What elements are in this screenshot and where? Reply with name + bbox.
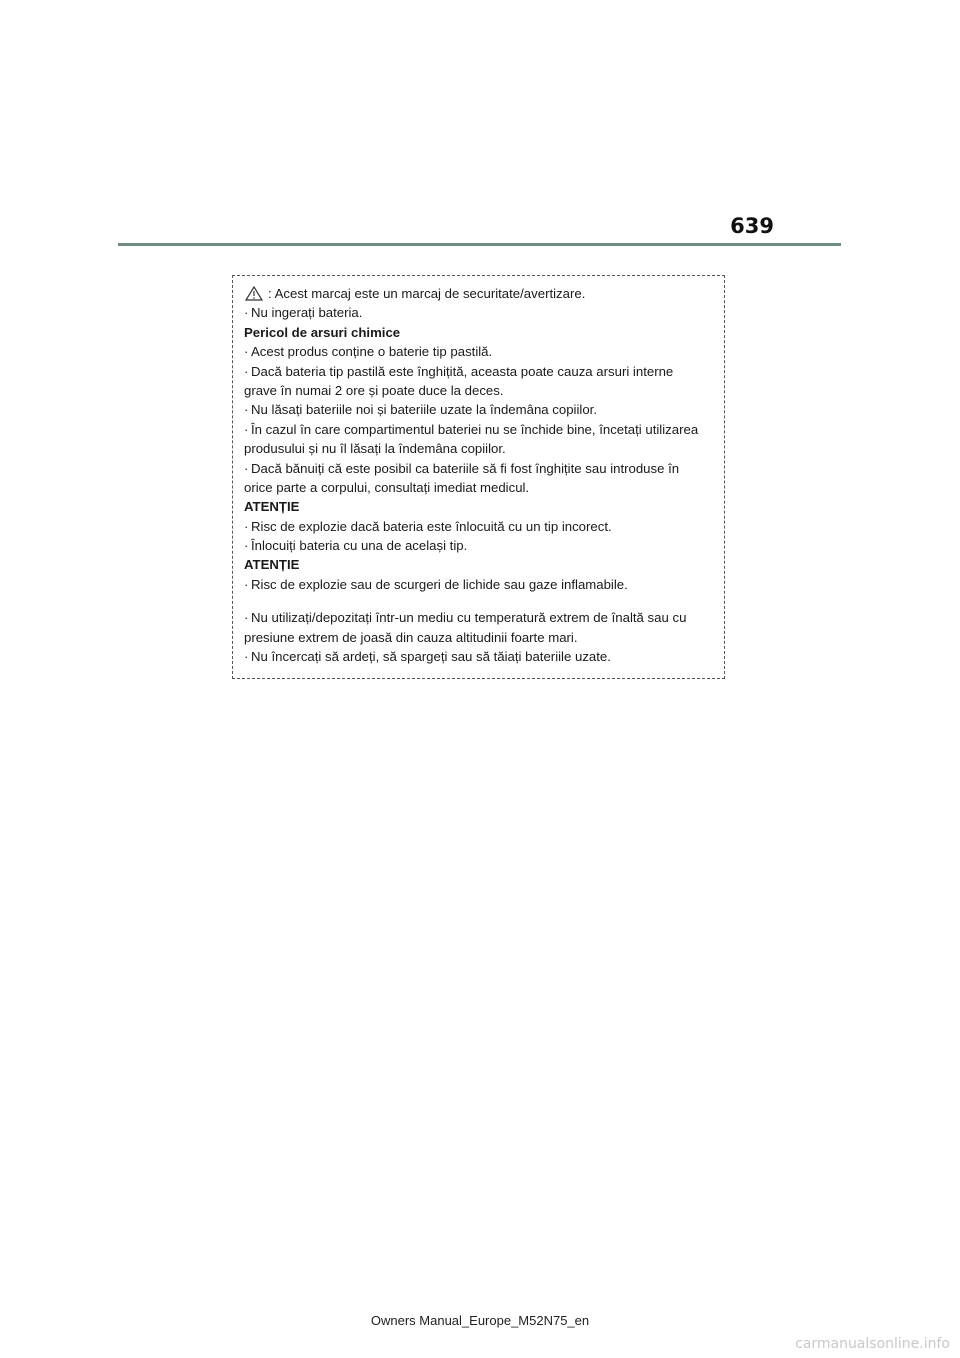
- line-text: Risc de explozie dacă bateria este înlocuită cu un tip incorect.: [251, 518, 612, 534]
- warning-triangle-icon: [245, 286, 263, 301]
- section-heading: [244, 497, 714, 516]
- line-text: Pericol de arsuri chimice: [244, 324, 401, 340]
- bullet-dot: ·: [244, 344, 249, 360]
- text-line: [244, 517, 714, 536]
- bullet-dot: ·: [244, 363, 249, 379]
- text-line: [244, 575, 714, 594]
- footer-text: Owners Manual_Europe_M52N75_en: [370, 1313, 590, 1328]
- bullet-dot: ·: [244, 305, 249, 321]
- text-line: [244, 478, 714, 497]
- text-line: [244, 381, 714, 400]
- text-line: [244, 459, 714, 478]
- bullet-dot: ·: [244, 538, 249, 554]
- line-text: Nu ingerați bateria.: [251, 305, 363, 321]
- text-line: [244, 439, 714, 458]
- bullet-dot: ·: [244, 402, 249, 418]
- text-line: [244, 303, 714, 322]
- warning-box: [232, 275, 725, 679]
- line-text: ATENȚIE: [244, 499, 300, 515]
- line-text: Înlocuiți bateria cu una de același tip.: [251, 538, 468, 554]
- watermark[interactable]: carmanualsonline.info: [795, 1336, 950, 1352]
- line-text: orice parte a corpului, consultați imediat medicul.: [244, 479, 530, 495]
- line-text: Nu încercați să ardeți, să spargeți sau să tăiați bateriile uzate.: [251, 649, 611, 665]
- section-heading: [244, 555, 714, 574]
- bullet-dot: ·: [244, 649, 249, 665]
- bullet-dot: ·: [244, 421, 249, 437]
- warning-box-content: [244, 284, 714, 666]
- bullet-dot: ·: [244, 576, 249, 592]
- line-text: presiune extrem de joasă din cauza altitudinii foarte mari.: [244, 629, 578, 645]
- line-text: grave în numai 2 ore și poate duce la deces.: [244, 382, 504, 398]
- spacer: [244, 594, 714, 608]
- text-line: [244, 400, 714, 419]
- line-text: În cazul în care compartimentul bateriei nu se închide bine, încetați utilizarea: [251, 421, 699, 437]
- bullet-dot: ·: [244, 610, 249, 626]
- line-text: Nu utilizați/depozitați într-un mediu cu temperatură extrem de înaltă sau cu: [251, 610, 687, 626]
- line-text: Dacă bateria tip pastilă este înghițită, aceasta poate cauza arsuri interne: [251, 363, 674, 379]
- line-text: Acest produs conține o baterie tip pastilă.: [251, 344, 493, 360]
- text-line: [244, 536, 714, 555]
- line-text: ATENȚIE: [244, 557, 300, 573]
- text-line: [244, 628, 714, 647]
- text-line: [244, 284, 714, 303]
- text-line: [244, 362, 714, 381]
- bullet-dot: ·: [244, 518, 249, 534]
- line-text: Risc de explozie sau de scurgeri de lichide sau gaze inflamabile.: [251, 576, 628, 592]
- text-line: [244, 608, 714, 627]
- line-text: produsului și nu îl lăsați la îndemâna copiilor.: [244, 441, 506, 457]
- text-line: [244, 647, 714, 666]
- text-line: [244, 342, 714, 361]
- bullet-dot: ·: [244, 460, 249, 476]
- page-number: 639: [730, 214, 774, 238]
- text-line: [244, 420, 714, 439]
- line-text: Dacă bănuiți că este posibil ca bateriile să fi fost înghițite sau introduse în: [251, 460, 680, 476]
- line-text: Nu lăsați bateriile noi și bateriile uzate la îndemâna copiilor.: [251, 402, 597, 418]
- header-rule: [118, 243, 841, 246]
- section-heading: [244, 323, 714, 342]
- line-text: : Acest marcaj este un marcaj de securitate/avertizare.: [268, 286, 586, 301]
